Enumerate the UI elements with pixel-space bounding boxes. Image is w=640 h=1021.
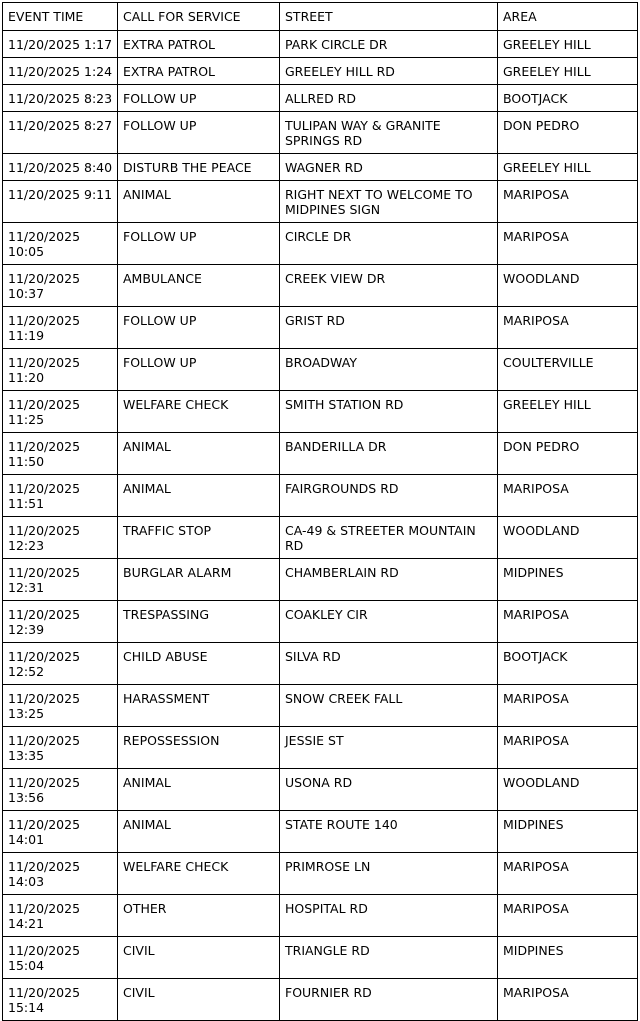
cell-event-time: 11/20/2025 14:03: [3, 853, 118, 895]
cell-call-for-service: AMBULANCE: [118, 265, 280, 307]
table-row: [3, 559, 638, 601]
table-row: [3, 685, 638, 727]
table-row: [3, 265, 638, 307]
cell-event-time: 11/20/2025 12:23: [3, 517, 118, 559]
cell-call-for-service: FOLLOW UP: [118, 349, 280, 391]
cell-call-for-service: ANIMAL: [118, 475, 280, 517]
cell-event-time: 11/20/2025 1:24: [3, 58, 118, 85]
cell-street: GREELEY HILL RD: [280, 58, 498, 85]
cell-area: BOOTJACK: [498, 85, 638, 112]
table-row: [3, 154, 638, 181]
cell-area: GREELEY HILL: [498, 58, 638, 85]
table-row: [3, 475, 638, 517]
cell-street: USONA RD: [280, 769, 498, 811]
cell-event-time: 11/20/2025 14:01: [3, 811, 118, 853]
cell-call-for-service: ANIMAL: [118, 181, 280, 223]
cell-area: WOODLAND: [498, 517, 638, 559]
cell-street: SILVA RD: [280, 643, 498, 685]
table-row: [3, 112, 638, 154]
table-row: [3, 769, 638, 811]
cell-event-time: 11/20/2025 11:50: [3, 433, 118, 475]
cell-street: TULIPAN WAY & GRANITE SPRINGS RD: [280, 112, 498, 154]
cell-call-for-service: ANIMAL: [118, 433, 280, 475]
cell-street: TRIANGLE RD: [280, 937, 498, 979]
cell-area: MIDPINES: [498, 559, 638, 601]
cell-street: GRIST RD: [280, 307, 498, 349]
cell-street: HOSPITAL RD: [280, 895, 498, 937]
cell-street: WAGNER RD: [280, 154, 498, 181]
table-row: [3, 349, 638, 391]
cell-event-time: 11/20/2025 8:27: [3, 112, 118, 154]
table-row: [3, 223, 638, 265]
cell-street: SMITH STATION RD: [280, 391, 498, 433]
cell-call-for-service: ANIMAL: [118, 811, 280, 853]
cell-street: CREEK VIEW DR: [280, 265, 498, 307]
table-row: [3, 979, 638, 1021]
table-row: [3, 727, 638, 769]
cell-call-for-service: ANIMAL: [118, 769, 280, 811]
cell-event-time: 11/20/2025 8:40: [3, 154, 118, 181]
table-row: [3, 643, 638, 685]
cell-event-time: 11/20/2025 12:31: [3, 559, 118, 601]
table-row: [3, 307, 638, 349]
table-row: [3, 391, 638, 433]
header-call-for-service: CALL FOR SERVICE: [118, 3, 280, 31]
cell-event-time: 11/20/2025 15:14: [3, 979, 118, 1021]
cell-street: PARK CIRCLE DR: [280, 31, 498, 58]
table-row: [3, 85, 638, 112]
cell-event-time: 11/20/2025 10:37: [3, 265, 118, 307]
cell-street: BANDERILLA DR: [280, 433, 498, 475]
cell-area: WOODLAND: [498, 265, 638, 307]
cell-event-time: 11/20/2025 11:51: [3, 475, 118, 517]
cell-street: RIGHT NEXT TO WELCOME TO MIDPINES SIGN: [280, 181, 498, 223]
cell-call-for-service: FOLLOW UP: [118, 85, 280, 112]
cell-area: MARIPOSA: [498, 853, 638, 895]
cell-call-for-service: OTHER: [118, 895, 280, 937]
cell-area: MIDPINES: [498, 937, 638, 979]
cell-call-for-service: EXTRA PATROL: [118, 31, 280, 58]
cell-event-time: 11/20/2025 11:19: [3, 307, 118, 349]
cell-street: FAIRGROUNDS RD: [280, 475, 498, 517]
cell-call-for-service: EXTRA PATROL: [118, 58, 280, 85]
cell-area: MIDPINES: [498, 811, 638, 853]
cell-area: COULTERVILLE: [498, 349, 638, 391]
cell-street: BROADWAY: [280, 349, 498, 391]
cell-call-for-service: FOLLOW UP: [118, 307, 280, 349]
cell-call-for-service: REPOSSESSION: [118, 727, 280, 769]
cell-event-time: 11/20/2025 1:17: [3, 31, 118, 58]
cell-street: JESSIE ST: [280, 727, 498, 769]
cell-area: GREELEY HILL: [498, 154, 638, 181]
cell-street: CHAMBERLAIN RD: [280, 559, 498, 601]
cell-street: ALLRED RD: [280, 85, 498, 112]
cell-area: MARIPOSA: [498, 979, 638, 1021]
table-row: [3, 811, 638, 853]
cell-area: MARIPOSA: [498, 475, 638, 517]
cell-event-time: 11/20/2025 15:04: [3, 937, 118, 979]
cell-call-for-service: CHILD ABUSE: [118, 643, 280, 685]
table-row: [3, 601, 638, 643]
table-row: [3, 58, 638, 85]
cell-event-time: 11/20/2025 13:35: [3, 727, 118, 769]
cell-call-for-service: FOLLOW UP: [118, 223, 280, 265]
table-row: [3, 517, 638, 559]
table-row: [3, 937, 638, 979]
call-log-table: [2, 2, 638, 1021]
table-header: [3, 3, 638, 31]
cell-area: MARIPOSA: [498, 601, 638, 643]
cell-call-for-service: DISTURB THE PEACE: [118, 154, 280, 181]
header-area: AREA: [498, 3, 638, 31]
cell-area: DON PEDRO: [498, 433, 638, 475]
cell-area: MARIPOSA: [498, 685, 638, 727]
cell-area: DON PEDRO: [498, 112, 638, 154]
cell-street: STATE ROUTE 140: [280, 811, 498, 853]
cell-street: SNOW CREEK FALL: [280, 685, 498, 727]
table-body: [3, 31, 638, 1021]
cell-area: GREELEY HILL: [498, 31, 638, 58]
cell-call-for-service: HARASSMENT: [118, 685, 280, 727]
cell-street: CA-49 & STREETER MOUNTAIN RD: [280, 517, 498, 559]
table-row: [3, 433, 638, 475]
table-row: [3, 181, 638, 223]
cell-call-for-service: CIVIL: [118, 979, 280, 1021]
cell-event-time: 11/20/2025 14:21: [3, 895, 118, 937]
cell-area: WOODLAND: [498, 769, 638, 811]
cell-event-time: 11/20/2025 13:25: [3, 685, 118, 727]
cell-event-time: 11/20/2025 8:23: [3, 85, 118, 112]
cell-call-for-service: TRESPASSING: [118, 601, 280, 643]
cell-event-time: 11/20/2025 13:56: [3, 769, 118, 811]
cell-call-for-service: CIVIL: [118, 937, 280, 979]
cell-street: CIRCLE DR: [280, 223, 498, 265]
header-event-time: EVENT TIME: [3, 3, 118, 31]
table-row: [3, 895, 638, 937]
table-row: [3, 853, 638, 895]
cell-street: FOURNIER RD: [280, 979, 498, 1021]
cell-call-for-service: WELFARE CHECK: [118, 853, 280, 895]
cell-area: MARIPOSA: [498, 727, 638, 769]
header-street: STREET: [280, 3, 498, 31]
cell-event-time: 11/20/2025 10:05: [3, 223, 118, 265]
cell-call-for-service: BURGLAR ALARM: [118, 559, 280, 601]
cell-event-time: 11/20/2025 9:11: [3, 181, 118, 223]
cell-call-for-service: WELFARE CHECK: [118, 391, 280, 433]
cell-area: MARIPOSA: [498, 307, 638, 349]
cell-area: MARIPOSA: [498, 895, 638, 937]
cell-call-for-service: TRAFFIC STOP: [118, 517, 280, 559]
cell-event-time: 11/20/2025 12:39: [3, 601, 118, 643]
cell-street: COAKLEY CIR: [280, 601, 498, 643]
table-row: [3, 31, 638, 58]
cell-area: MARIPOSA: [498, 181, 638, 223]
cell-street: PRIMROSE LN: [280, 853, 498, 895]
cell-event-time: 11/20/2025 11:25: [3, 391, 118, 433]
cell-area: MARIPOSA: [498, 223, 638, 265]
cell-event-time: 11/20/2025 12:52: [3, 643, 118, 685]
cell-area: BOOTJACK: [498, 643, 638, 685]
cell-call-for-service: FOLLOW UP: [118, 112, 280, 154]
cell-event-time: 11/20/2025 11:20: [3, 349, 118, 391]
header-row: [3, 3, 638, 31]
cell-area: GREELEY HILL: [498, 391, 638, 433]
